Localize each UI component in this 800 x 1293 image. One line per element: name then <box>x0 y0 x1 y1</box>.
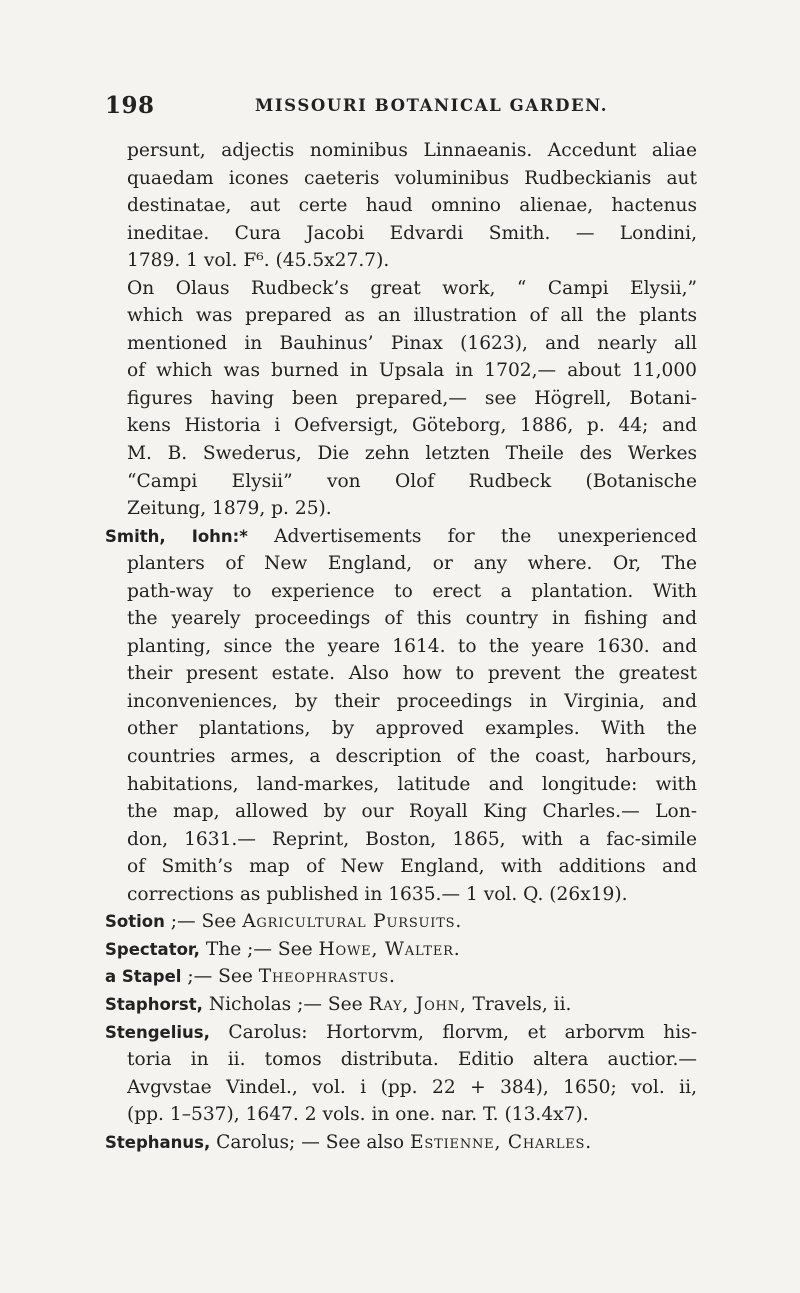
text-line <box>105 385 697 413</box>
entry-line <box>105 523 697 551</box>
cross-reference: Howe, Walter. <box>318 938 461 960</box>
line-text: other plantations, by approved examples. With the <box>127 718 697 740</box>
text-line <box>105 1046 697 1074</box>
line-text: the yearely proceedings of this country in fishing and <box>127 608 697 630</box>
line-text: Advertisements for the unexperienced <box>247 525 697 547</box>
text-line <box>105 826 697 854</box>
running-head: MISSOURI BOTANICAL GARDEN. <box>255 96 609 115</box>
line-text: habitations, land-markes, latitude and longitude: with <box>127 773 697 795</box>
text-line <box>105 192 697 220</box>
line-text: ;— See <box>164 911 243 933</box>
text-line <box>105 495 697 523</box>
line-text: countries armes, a description of the coast, harbours, <box>127 746 697 768</box>
line-text: Carolus; — See also <box>210 1131 411 1153</box>
line-text: Nicholas ;— See <box>202 993 369 1015</box>
cross-reference: Theophrastus. <box>258 966 396 988</box>
text-line <box>105 247 697 275</box>
line-text: The ;— See <box>199 938 319 960</box>
line-text: Travels, ii. <box>466 993 572 1015</box>
line-text: Avgvstae Vindel., vol. i (pp. 22 + 384), 1650; vol. ii, <box>127 1076 697 1098</box>
page-header <box>105 92 705 122</box>
line-text: quaedam icones caeteris voluminibus Rudbeckianis aut <box>127 167 697 189</box>
text-line <box>105 440 697 468</box>
entry-line <box>105 1019 697 1047</box>
line-text: corrections as published in 1635.— 1 vol. Q. (26x19). <box>127 883 628 905</box>
line-text: 1789. 1 vol. F⁶. (45.5x27.7). <box>127 250 390 272</box>
text-line <box>105 881 697 909</box>
line-text: toria in ii. tomos distributa. Editio altera auctior.— <box>127 1049 697 1071</box>
entry-heading: Smith, Iohn:* <box>105 526 248 546</box>
text-line <box>105 743 697 771</box>
text-line <box>105 578 697 606</box>
text-line <box>105 302 697 330</box>
line-text: ineditae. Cura Jacobi Edvardi Smith. — Londini, <box>127 222 697 244</box>
line-text: of which was burned in Upsala in 1702,— about 11,000 <box>127 360 697 382</box>
line-text: planting, since the yeare 1614. to the yeare 1630. and <box>127 635 697 657</box>
page-number: 198 <box>105 92 155 119</box>
line-text: don, 1631.— Reprint, Boston, 1865, with a fac-simile <box>127 828 697 850</box>
line-text: of Smith’s map of New England, with additions and <box>127 856 697 878</box>
line-text: their present estate. Also how to prevent the greatest <box>127 663 697 685</box>
text-line <box>105 220 697 248</box>
line-text: “Campi Elysii” von Olof Rudbeck (Botanische <box>127 470 697 492</box>
entry-heading: Stengelius, <box>105 1022 210 1042</box>
text-line <box>105 1101 697 1129</box>
line-text: persunt, adjectis nominibus Linnaeanis. Accedunt aliae <box>127 140 697 161</box>
cross-reference: Estienne, Charles. <box>410 1131 592 1153</box>
text-line <box>105 275 697 303</box>
line-text: path-way to experience to erect a plantation. With <box>127 580 697 602</box>
line-text: figures having been prepared,— see Högrell, Botani- <box>127 387 697 409</box>
text-line <box>105 633 697 661</box>
cross-reference: Ray, John, <box>368 993 467 1015</box>
entry-heading: Staphorst, <box>105 994 203 1014</box>
text-line <box>105 468 697 496</box>
entry-line <box>105 936 697 964</box>
text-line <box>105 660 697 688</box>
line-text: M. B. Swederus, Die zehn letzten Theile des Werkes <box>127 443 697 465</box>
entry-heading: Stephanus, <box>105 1132 211 1152</box>
text-line <box>105 688 697 716</box>
entry-heading: Sotion <box>105 912 165 932</box>
line-text: inconveniences, by their proceedings in Virginia, and <box>127 690 697 712</box>
entry-heading: a Stapel <box>105 967 182 987</box>
entry-line <box>105 1129 697 1157</box>
line-text: Carolus: Hortorvm, florvm, et arborvm his- <box>209 1021 697 1043</box>
line-text: which was prepared as an illustration of all the plants <box>127 305 697 327</box>
text-line <box>105 412 697 440</box>
line-text: kens Historia i Oefversigt, Göteborg, 1886, p. 44; and <box>127 415 697 437</box>
line-text: mentioned in Bauhinus’ Pinax (1623), and nearly all <box>127 332 697 354</box>
cross-reference: Agricultural Pursuits. <box>242 911 463 933</box>
text-line <box>105 165 697 193</box>
line-text: destinatae, aut certe haud omnino alienae, hactenus <box>127 195 697 217</box>
line-text: planters of New England, or any where. Or, The <box>127 553 697 575</box>
text-line <box>105 137 697 165</box>
line-text: On Olaus Rudbeck’s great work, “ Campi Elysii,” <box>127 277 697 299</box>
line-text: Zeitung, 1879, p. 25). <box>127 498 332 520</box>
line-text: the map, allowed by our Royall King Charles.— Lon- <box>127 801 697 823</box>
text-line <box>105 1074 697 1102</box>
text-line <box>105 550 697 578</box>
text-line <box>105 330 697 358</box>
body-text <box>105 137 697 1156</box>
text-line <box>105 357 697 385</box>
text-line <box>105 715 697 743</box>
line-text: (pp. 1–537), 1647. 2 vols. in one. nar. T. (13.4x7). <box>127 1104 589 1126</box>
text-line <box>105 853 697 881</box>
text-line <box>105 605 697 633</box>
line-text: ;— See <box>181 966 259 988</box>
entry-line <box>105 991 697 1019</box>
entry-line <box>105 963 697 991</box>
entry-heading: Spectator, <box>105 939 200 959</box>
entry-line <box>105 908 697 936</box>
text-line <box>105 771 697 799</box>
text-line <box>105 798 697 826</box>
